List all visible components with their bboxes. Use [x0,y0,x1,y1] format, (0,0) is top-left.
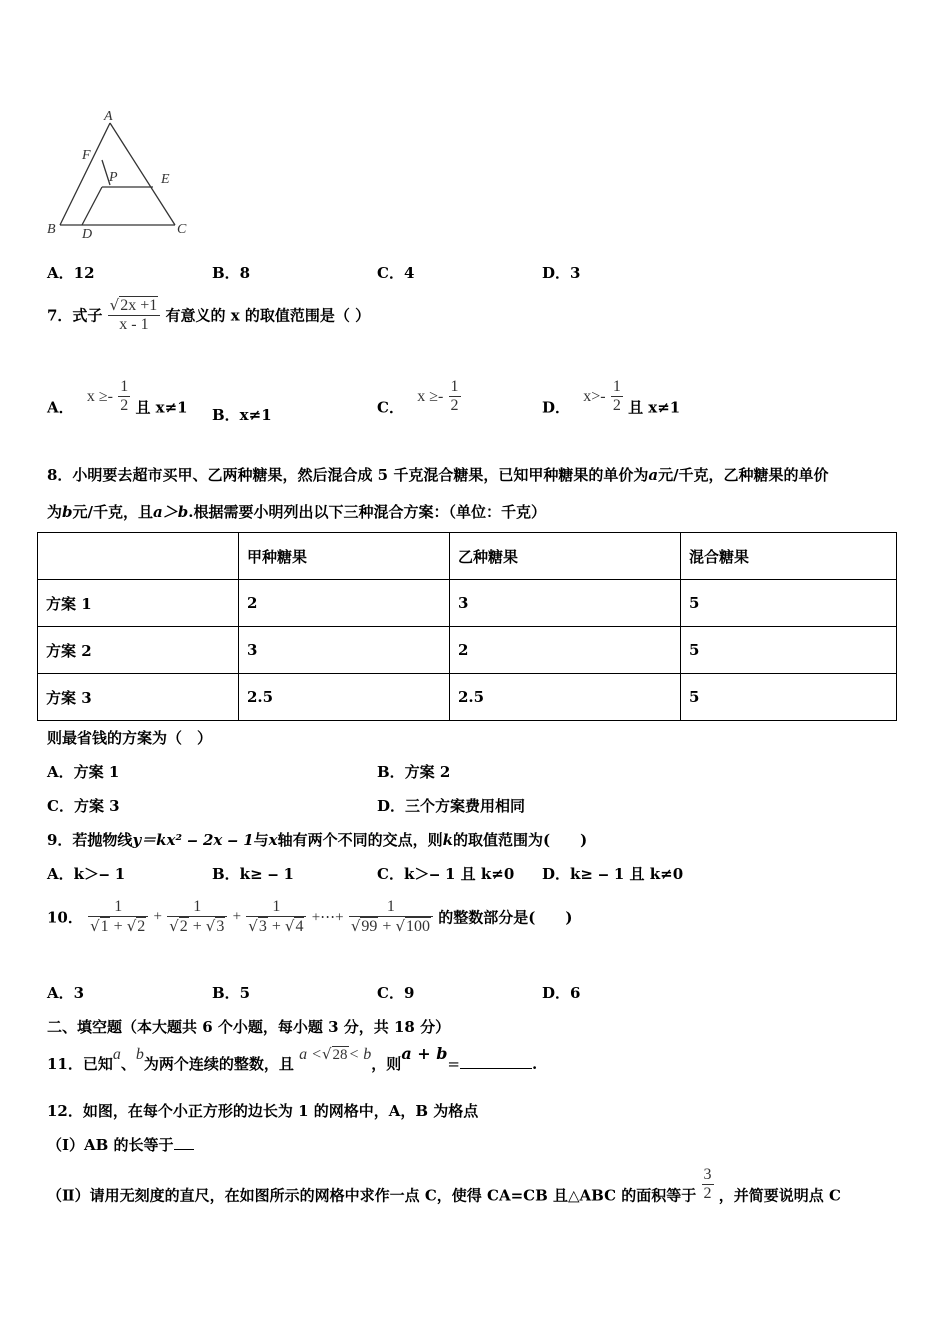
table-cell [38,533,239,580]
q8-option-d[interactable]: D．三个方案费用相同 [377,797,526,815]
q10-option-a[interactable]: A．3 [47,984,85,1002]
q7-a-den: 2 [120,397,129,414]
table-cell: 3 [450,580,681,627]
q10-number: 10． [47,908,83,927]
q7-d-den: 2 [612,397,621,414]
table-row [38,674,897,721]
label-b: B [47,222,56,237]
sqrt-icon: √ [284,917,295,935]
q9-stem [47,829,587,850]
q9-stem-a: 9．若抛物线 [47,831,133,849]
q7-prefix: 7．式子 [47,306,103,325]
q8-line2-b: 元/千克，且 [72,503,153,521]
q6-option-b[interactable]: B．8 [212,264,251,282]
q11-var-a: a [112,1046,121,1063]
table-cell: 3 [239,627,450,674]
term-radicand: 2 [137,918,146,935]
q12-stem: 12．如图，在每个小正方形的边长为 1 的网格中，A，B 为格点 [47,1102,479,1120]
q7-suffix: 有意义的 x 的取值范围是（ ） [165,306,371,325]
term-numerator: 1 [193,898,202,915]
q8-line2-c: .根据需要小明列出以下三种混合方案：（单位：千克） [188,503,546,521]
q11-eq: = [447,1055,460,1073]
q7-a-num: 1 [120,378,129,395]
table-cell: 方案 2 [38,627,239,674]
q10-term-last: $\frac{1}{√99 + √100}$ [349,898,433,936]
table-header-row [38,533,897,580]
q8-question: 则最省钱的方案为（ ） [47,729,213,747]
table-cell: 方案 3 [38,674,239,721]
q11-var-b: b [135,1046,144,1063]
q6-option-d[interactable]: D．3 [542,264,581,282]
q8-var-b: b [62,503,73,521]
side-ab [60,123,110,225]
sqrt-icon: √ [321,1045,332,1063]
q8-stem-line2 [47,501,546,522]
q7-d-math: x>- [583,387,606,405]
label-f: F [82,148,91,163]
q9-option-a[interactable]: A．k＞‒ 1 [47,865,126,883]
table-cell: 2 [450,627,681,674]
term-radicand: 4 [295,918,304,935]
label-a: A [104,109,113,124]
table-header-cell: 甲种糖果 [239,533,450,580]
q12-part2 [47,1166,841,1206]
q9-var-x: x [268,831,278,849]
q7-c-den: 2 [450,397,459,414]
label-d: D [82,227,93,242]
q11-ineq-a: a < [299,1046,322,1063]
q7-d-num: 1 [612,378,621,395]
sqrt-icon: √ [205,917,216,935]
q11-radicand: 28 [332,1047,348,1063]
q12-part1 [47,1134,194,1155]
q7-d-label: D． [542,398,571,417]
term-numerator: 1 [386,898,395,915]
table-cell: 5 [681,674,897,721]
q8-stem-line1 [47,464,829,485]
q8-var-a: a [648,466,659,484]
q7-c-math: x ≥- [417,387,444,405]
q8-table [37,532,897,721]
label-e: E [161,172,170,187]
q9-option-b[interactable]: B．k≥ ‒ 1 [212,865,294,883]
table-header-cell: 乙种糖果 [450,533,681,580]
q7-option-d[interactable] [542,378,680,418]
q10-stem: 10． $\frac{1}{√1 + √2}$ + $\frac{1}{√2 + √3}$ + $\frac{1}{√3 + √4}$ +⋯+ $\frac{1}{√99 + √100}$ 的整数部分是( ) [47,898,573,935]
q10-term-3: $\frac{1}{√3 + √4}$ [246,898,306,936]
q11-answer-blank[interactable] [460,1054,532,1069]
q11-mid: 为两个连续的整数，且 [143,1055,294,1073]
q12-part1-text: （Ⅰ）AB 的长等于 [47,1136,174,1154]
q10-option-d[interactable]: D．6 [542,984,581,1002]
table-cell: 5 [681,580,897,627]
q8-option-c[interactable]: C．方案 3 [47,797,120,815]
q6-option-c[interactable]: C．4 [377,264,415,282]
sqrt-icon: √ [350,917,361,935]
q11-prefix: 11．已知 [47,1055,113,1073]
table-cell: 2.5 [239,674,450,721]
label-p: P [109,170,118,185]
q7-option-a[interactable] [47,378,188,418]
q12-frac-den: 2 [703,1185,712,1202]
q8-option-a[interactable]: A．方案 1 [47,763,120,781]
term-radicand: 2 [179,918,188,935]
q10-term-1: $\frac{1}{√1 + √2}$ [88,898,148,936]
term-numerator: 1 [114,898,123,915]
term-radicand: 3 [258,918,267,935]
term-numerator: 1 [272,898,281,915]
table-cell: 2 [239,580,450,627]
sqrt-icon: √ [126,917,137,935]
q8-line1-b: 元/千克，乙种糖果的单价 [658,466,829,484]
q7-radicand: 2x +1 [120,297,158,314]
q11-sep: 、 [120,1055,136,1073]
q9-option-c[interactable]: C．k＞‒ 1 且 k≠0 [377,865,515,883]
q7-c-label: C． [377,398,404,417]
q7-a-label: A． [47,398,74,417]
q7-stem [47,296,370,334]
label-c: C [177,222,187,237]
q12-part2-a: （Ⅱ）请用无刻度的直尺，在如图所示的网格中求作一点 C，使得 CA=CB 且△ABC 的面积等于 [47,1186,697,1205]
q11-end: . [532,1055,538,1073]
q7-option-b[interactable]: B．x≠1 [212,406,272,424]
q8-option-b[interactable]: B．方案 2 [377,763,451,781]
q8-line2-a: 为 [47,503,63,521]
q7-a-tail: 且 x≠1 [135,398,188,417]
table-cell: 5 [681,627,897,674]
table-row [38,627,897,674]
q10-suffix: 的整数部分是( ) [438,908,573,927]
q10-option-c[interactable]: C．9 [377,984,415,1002]
term-radicand: 99 [361,918,378,935]
table-header-cell: 混合糖果 [681,533,897,580]
q11-stem [47,1044,537,1074]
table-cell: 方案 1 [38,580,239,627]
q7-c-num: 1 [450,378,459,395]
q8-line1-a: 8．小明要去超市买甲、乙两种糖果，然后混合成 5 千克混合糖果，已知甲种糖果的单价为 [47,466,649,484]
q9-stem-d: 的取值范围为( ) [453,831,588,849]
q7-a-math: x ≥- [86,387,113,405]
sqrt-icon: √ [169,917,179,935]
term-radicand: 1 [100,918,109,935]
q6-option-a[interactable]: A．12 [47,264,95,282]
q10-option-b[interactable]: B．5 [212,984,251,1002]
q10-ellipsis: +⋯+ [311,909,344,926]
q11-expr: a + b [401,1044,448,1063]
q7-option-c[interactable] [377,378,461,418]
q9-option-d[interactable]: D．k≥ ‒ 1 且 k≠0 [542,865,684,883]
q12-answer-blank[interactable] [174,1135,194,1150]
q12-frac-num: 3 [703,1166,712,1183]
sqrt-icon: √ [395,917,405,935]
q7-fraction [108,296,161,334]
q9-var-k: k [442,831,454,849]
sqrt-icon: √ [109,296,120,314]
q10-term-2: $\frac{1}{√2 + √3}$ [167,898,227,936]
q11-then: ，则 [371,1055,402,1073]
q9-stem-c: 轴有两个不同的交点，则 [277,831,443,849]
q8-condition: a＞b [153,503,189,521]
term-radicand: 3 [216,918,225,935]
table-row [38,580,897,627]
q9-stem-b: 与 [253,831,269,849]
q7-denominator: x - 1 [108,315,161,334]
q12-part2-b: ，并简要说明点 C [718,1186,841,1205]
q7-d-tail: 且 x≠1 [628,398,681,417]
table-cell: 2.5 [450,674,681,721]
segment-pd [82,187,102,225]
q9-equation: y＝kx² ‒ 2x ‒ 1 [132,831,254,849]
section-2-title: 二、填空题（本大题共 6 个小题，每小题 3 分，共 18 分） [47,1018,451,1036]
term-radicand: 100 [406,918,430,935]
sqrt-icon: √ [248,917,258,935]
triangle-figure [40,105,200,245]
q11-ineq-b: < b [348,1046,372,1063]
sqrt-icon: √ [90,917,100,935]
